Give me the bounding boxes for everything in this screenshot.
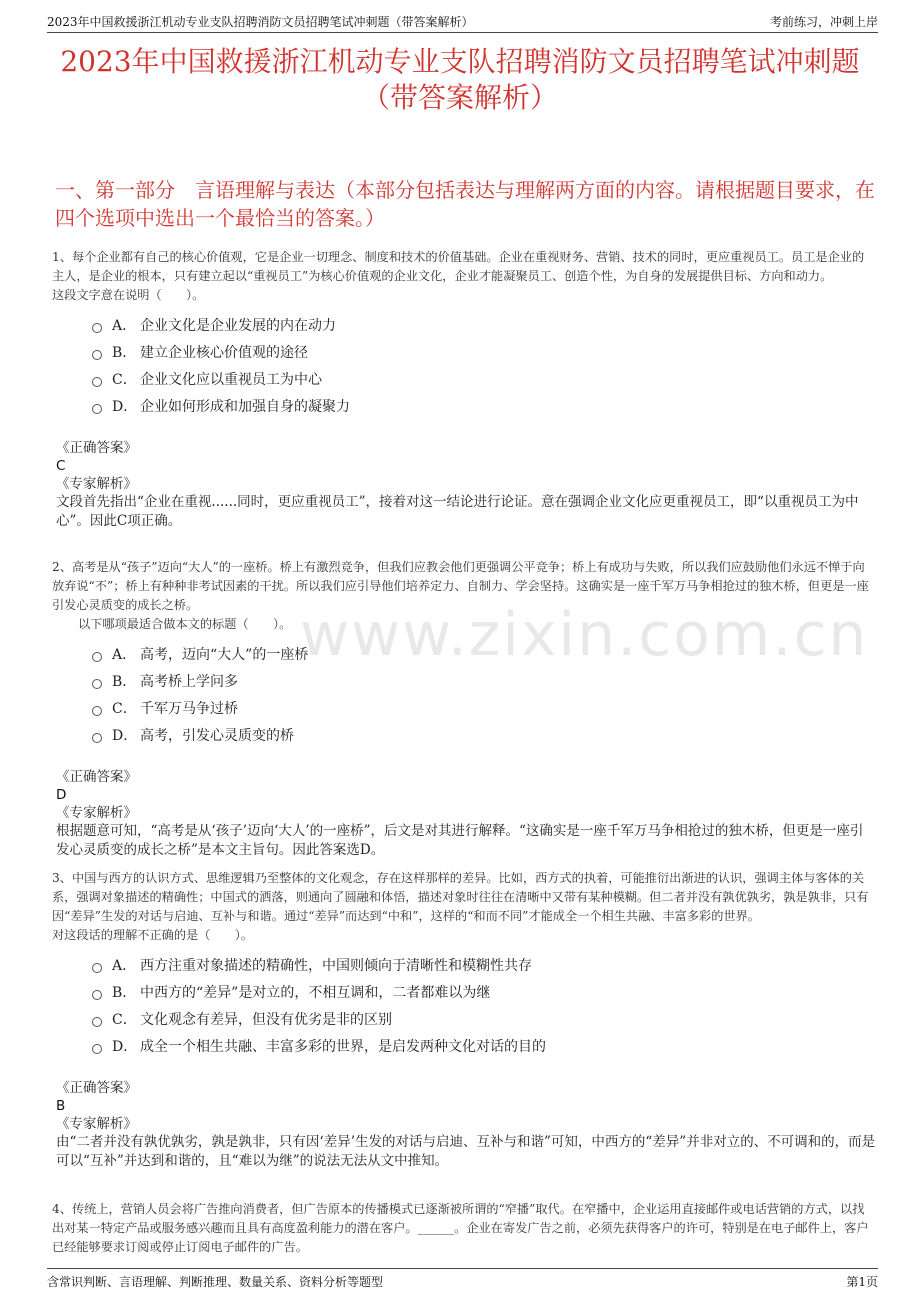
option-c[interactable]: C． 企业文化应以重视员工为中心 (92, 365, 876, 392)
expert-label: 《专家解析》 (56, 1116, 137, 1132)
radio-icon[interactable] (92, 990, 102, 1000)
answer-label: 《正确答案》 (56, 1080, 137, 1096)
answer-block (56, 439, 876, 531)
answer-value: D (56, 787, 67, 803)
question-ask: 以下哪项最适合做本文的标题（ ）。 (78, 617, 292, 631)
watermark: www.zixin.com.cn (300, 600, 869, 670)
page-footer (47, 1268, 878, 1291)
question-ask: 这段文字意在说明（ ）。 (52, 288, 205, 302)
expert-label: 《专家解析》 (56, 476, 137, 492)
page-number: 第1页 (846, 1275, 878, 1289)
question-ask: 对这段话的理解不正确的是（ ）。 (52, 928, 254, 942)
section-heading: 一、第一部分 言语理解与表达（本部分包括表达与理解两方面的内容。请根据题目要求，在四个选项中选出一个最恰当的答案。） (55, 178, 875, 230)
option-b[interactable]: B． 中西方的“差异”是对立的，不相互调和，二者都难以为继 (92, 978, 876, 1005)
option-d[interactable]: D． 企业如何形成和加强自身的凝聚力 (92, 392, 876, 419)
question-stem: 1、每个企业都有自己的核心价值观，它是企业一切理念、制度和技术的价值基础。企业在重视财务、营销、技术的同时，更应重视员工。员工是企业的主人，是企业的根本，只有建立起以“重视员工”为核心价值观的企业文化，企业才能凝聚员工、创造个性，为自身的发展提供目标、方向和动力。 (52, 250, 865, 283)
radio-icon[interactable] (92, 679, 102, 689)
page-title: 2023年中国救援浙江机动专业支队招聘消防文员招聘笔试冲刺题（带答案解析） (60, 45, 860, 114)
radio-icon[interactable] (92, 323, 102, 333)
question-stem: 4、传统上，营销人员会将广告推向消费者，但广告原本的传播模式已逐渐被所谓的“窄播”取代。在窄播中，企业运用直接邮件或电话营销的方式，以找出对某一特定产品或服务感兴趣而且具有高度盈利能力的潜在客户。______。企业在寄发广告之前，必须先获得客户的许可，特别是在电子邮件上，客户已经能够要求订阅或停止订阅电子邮件的广告。 (52, 1202, 869, 1254)
option-a[interactable]: A． 企业文化是企业发展的内在动力 (92, 311, 876, 338)
radio-icon[interactable] (92, 350, 102, 360)
option-d[interactable]: D． 成全一个相生共融、丰富多彩的世界，是启发两种文化对话的目的 (92, 1032, 876, 1059)
answer-block (56, 768, 876, 860)
explanation-text: 根据题意可知，“高考是从‘孩子’迈向‘大人’的一座桥”，后文是对其进行解释。“这确实是一座千军万马争相抢过的独木桥，但更是一座引发心灵质变的成长之桥”是本文主旨句。因此答案选D。 (56, 823, 864, 858)
question-3 (52, 869, 876, 1171)
answer-label: 《正确答案》 (56, 440, 137, 456)
explanation-text: 由“二者并没有孰优孰劣，孰是孰非，只有因‘差异’生发的对话与启迪、互补与和谐”可知，中西方的“差异”并非对立的、不可调和的，而是可以“互补”并达到和谐的，且“难以为继”的说法无法从文中推知。 (56, 1134, 876, 1169)
question-stem: 2、高考是从“孩子”迈向“大人”的一座桥。桥上有激烈竞争，但我们应教会他们更强调公平竞争；桥上有成功与失败，所以我们应鼓励他们永远不惮于向放弃说“不”；桥上有种种非考试因素的干扰。所以我们应引导他们培养定力、自制力、学会坚持。这确实是一座千军万马争相抢过的独木桥，但更是一座引发心灵质变的成长之桥。 (52, 560, 869, 612)
radio-icon[interactable] (92, 404, 102, 414)
answer-value: B (56, 1098, 66, 1114)
question-1 (52, 248, 876, 531)
question-4 (52, 1200, 876, 1257)
footer-note: 含常识判断、言语理解、判断推理、数量关系、资料分析等题型 (47, 1275, 384, 1289)
radio-icon[interactable] (92, 733, 102, 743)
radio-icon[interactable] (92, 963, 102, 973)
radio-icon[interactable] (92, 1017, 102, 1027)
explanation-text: 文段首先指出“企业在重视......同时，更应重视员工”，接着对这一结论进行论证。意在强调企业文化应更重视员工，即“以重视员工为中心”。因此C项正确。 (56, 494, 859, 529)
options-list (92, 311, 876, 419)
radio-icon[interactable] (92, 377, 102, 387)
option-c[interactable]: C． 文化观念有差异，但没有优劣是非的区别 (92, 1005, 876, 1032)
answer-block (56, 1079, 876, 1171)
expert-label: 《专家解析》 (56, 805, 137, 821)
radio-icon[interactable] (92, 1044, 102, 1054)
answer-value: C (56, 458, 66, 474)
option-c[interactable]: C． 千军万马争过桥 (92, 694, 876, 721)
option-d[interactable]: D． 高考，引发心灵质变的桥 (92, 721, 876, 748)
option-b[interactable]: B． 高考桥上学问多 (92, 667, 876, 694)
header-slogan: 考前练习，冲刺上岸 (769, 15, 878, 29)
header-doc-title: 2023年中国救援浙江机动专业支队招聘消防文员招聘笔试冲刺题（带答案解析） (47, 15, 474, 29)
radio-icon[interactable] (92, 652, 102, 662)
answer-label: 《正确答案》 (56, 769, 137, 785)
option-b[interactable]: B． 建立企业核心价值观的途径 (92, 338, 876, 365)
radio-icon[interactable] (92, 706, 102, 716)
question-stem: 3、中国与西方的认识方式、思维逻辑乃至整体的文化观念，存在这样那样的差异。比如，西方式的执着，可能推衍出渐进的认识，强调主体与客体的关系，强调对象描述的精确性；中国式的洒落，则通向了圆融和体悟，描述对象时往往在清晰中又带有某种模糊。但二者并没有孰优孰劣，孰是孰非，只有因“差异”生发的对话与启迪、互补与和谐。通过“差异”而达到“中和”，这样的“和而不同”才能成全一个相生共融、丰富多彩的世界。 (52, 871, 869, 923)
page-header (47, 10, 878, 33)
option-a[interactable]: A． 高考，迈向“大人”的一座桥 (92, 640, 876, 667)
options-list (92, 951, 876, 1059)
option-a[interactable]: A． 西方注重对象描述的精确性，中国则倾向于清晰性和模糊性共存 (92, 951, 876, 978)
